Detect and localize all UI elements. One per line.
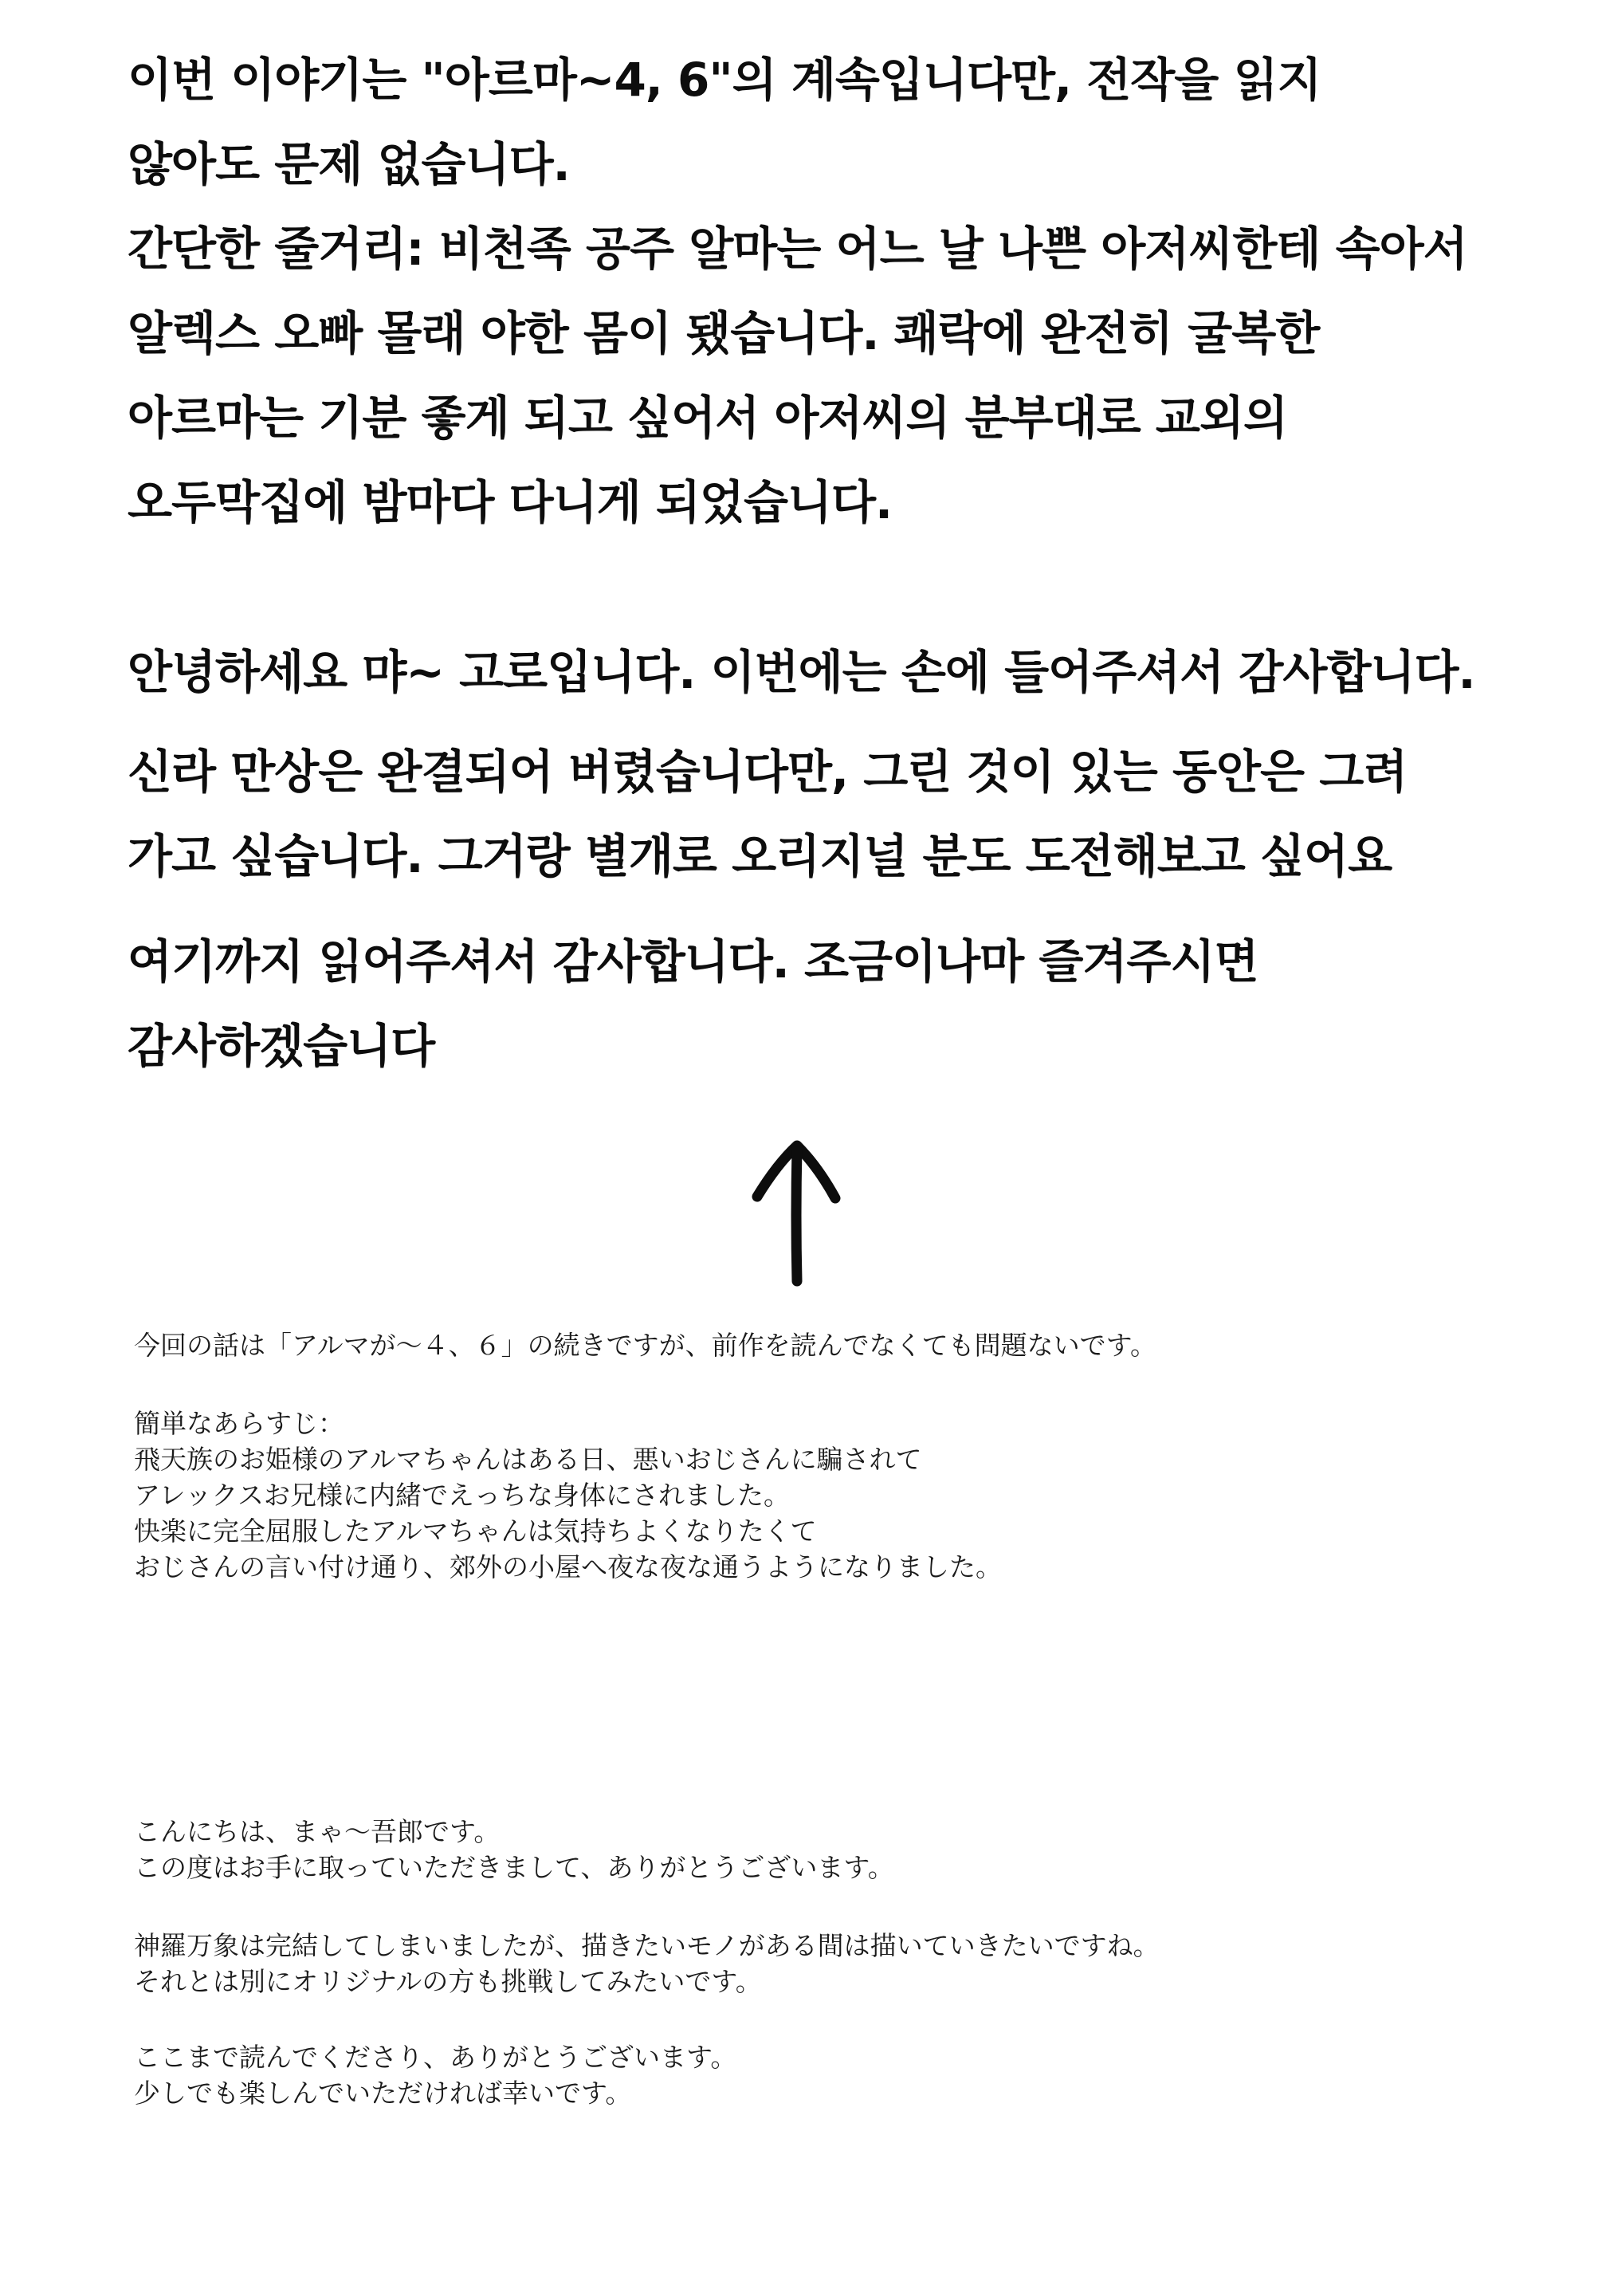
japanese-series-line: 神羅万象は完結してしまいましたが、描きたいモノがある間は描いていきたいですね。 bbox=[134, 1930, 1160, 1961]
japanese-synopsis bbox=[134, 1406, 1537, 1585]
korean-series-line: 신라 만상은 완결되어 버렸습니다만, 그린 것이 있는 동안은 그려 bbox=[128, 745, 1408, 799]
korean-intro-line: 이번 이야기는 "아르마~4, 6"의 계속입니다만, 전작을 읽지 bbox=[128, 53, 1321, 107]
japanese-series bbox=[134, 1928, 1537, 1999]
japanese-intro bbox=[134, 1327, 1537, 1363]
korean-synopsis-line: 알렉스 오빠 몰래 야한 몸이 됐습니다. 쾌락에 완전히 굴복한 bbox=[128, 306, 1320, 360]
japanese-greeting bbox=[134, 1814, 1537, 1885]
korean-synopsis-line: 오두막집에 밤마다 다니게 되었습니다. bbox=[128, 475, 893, 529]
korean-greeting-line: 안녕하세요 먀~ 고로입니다. 이번에는 손에 들어주셔서 감사합니다. bbox=[128, 645, 1475, 699]
korean-thanks bbox=[128, 919, 1530, 1088]
japanese-synopsis-line: 飛天族のお姫様のアルマちゃんはある日、悪いおじさんに騙されて bbox=[134, 1444, 922, 1475]
japanese-greeting-line: この度はお手に取っていただきまして、ありがとうございます。 bbox=[134, 1852, 894, 1883]
korean-intro-line: 않아도 문제 없습니다. bbox=[128, 137, 570, 191]
japanese-synopsis-line: おじさんの言い付け通り、郊外の小屋へ夜な夜な通うようになりました。 bbox=[134, 1551, 1002, 1582]
korean-thanks-line: 여기까지 읽어주셔서 감사합니다. 조금이나마 즐겨주시면 bbox=[128, 934, 1258, 989]
japanese-greeting-line: こんにちは、まゃ～吾郎です。 bbox=[134, 1816, 501, 1847]
japanese-synopsis-heading: 簡単なあらすじ： bbox=[134, 1408, 344, 1439]
japanese-synopsis-line: アレックスお兄様に内緒でえっちな身体にされました。 bbox=[134, 1480, 791, 1511]
korean-synopsis-line: 간단한 줄거리: 비천족 공주 알마는 어느 날 나쁜 아저씨한테 속아서 bbox=[128, 222, 1467, 276]
korean-intro bbox=[128, 37, 1530, 545]
korean-thanks-line: 감사하겠습니다 bbox=[128, 1019, 435, 1073]
japanese-series-line: それとは別にオリジナルの方も挑戦してみたいです。 bbox=[134, 1966, 762, 1997]
korean-greeting bbox=[128, 630, 1530, 714]
korean-synopsis-line: 아르마는 기분 좋게 되고 싶어서 아저씨의 분부대로 교외의 bbox=[128, 391, 1288, 445]
japanese-thanks-line: ここまで読んでくださり、ありがとうございます。 bbox=[134, 2042, 737, 2073]
japanese-thanks bbox=[134, 2039, 1537, 2111]
up-arrow-icon bbox=[741, 1136, 853, 1295]
japanese-synopsis-line: 快楽に完全屈服したアルマちゃんは気持ちよくなりたくて bbox=[134, 1516, 817, 1547]
japanese-thanks-line: 少しでも楽しんでいただければ幸いです。 bbox=[134, 2078, 632, 2109]
japanese-intro-line: 今回の話は「アルマが～４、６」の続きですが、前作を読んでなくても問題ないです。 bbox=[134, 1330, 1157, 1361]
korean-series bbox=[128, 729, 1530, 898]
korean-series-line: 가고 싶습니다. 그거랑 별개로 오리지널 분도 도전해보고 싶어요 bbox=[128, 829, 1392, 883]
